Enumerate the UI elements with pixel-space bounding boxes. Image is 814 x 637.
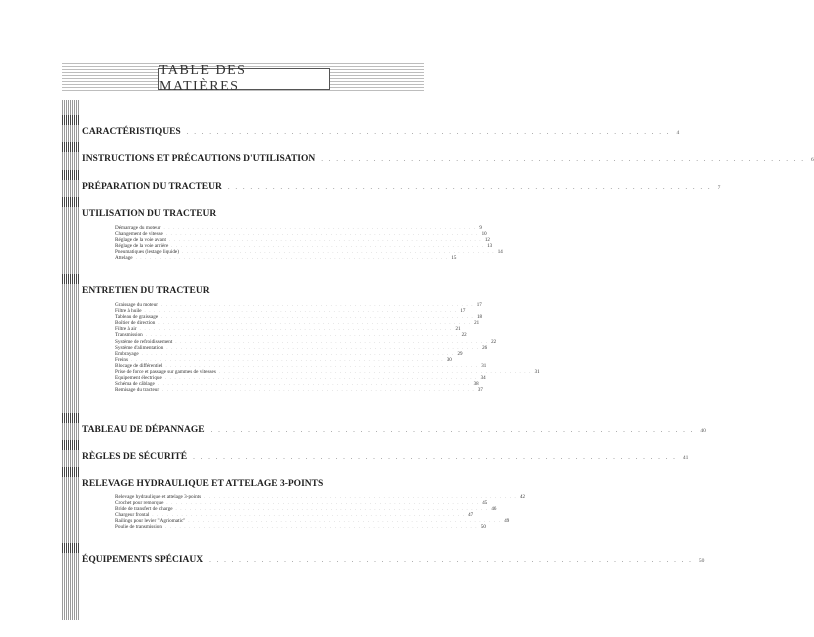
toc-entry: Schéma de câblage . . . . . . . . . . . . . . . . . . . . . . . . . . . . . . . . . . . . . . . . . . . . . . . . . . . . . . . . . . . . . . . . . 38 [115, 381, 479, 388]
toc-entry: Bride de transfert de charge . . . . . . . . . . . . . . . . . . . . . . . . . . . . . . . . . . . . . . . . . . . . . . . . . . . . . . . . . . . . . . . . . 46 [115, 506, 497, 513]
toc-entry: Tableau de graissage . . . . . . . . . . . . . . . . . . . . . . . . . . . . . . . . . . . . . . . . . . . . . . . . . . . . . . . . . . . . . . . . . 18 [115, 314, 482, 321]
section-title: TABLEAU DE DÉPANNAGE [82, 425, 205, 435]
toc-entry: Système de refroidissement . . . . . . . . . . . . . . . . . . . . . . . . . . . . . . . . . . . . . . . . . . . . . . . . . . . . . . . . . . . . . . . . . 22 [115, 338, 497, 345]
page-title: TABLE DES MATIÈRES [158, 68, 330, 90]
toc-entry: Transmission . . . . . . . . . . . . . . . . . . . . . . . . . . . . . . . . . . . . . . . . . . . . . . . . . . . . . . . . . . . . . . . . . 22 [115, 332, 467, 339]
section-title: RELEVAGE HYDRAULIQUE ET ATTELAGE 3-POINTS [82, 479, 324, 489]
toc-entry: Système d'alimentation . . . . . . . . . . . . . . . . . . . . . . . . . . . . . . . . . . . . . . . . . . . . . . . . . . . . . . . . . . . . . . . . . 26 [115, 344, 488, 351]
entries-utilisation [115, 225, 503, 262]
section-page: 7 [717, 185, 721, 191]
section-page: 41 [682, 455, 689, 461]
toc-entry: Blocage de différentiel . . . . . . . . . . . . . . . . . . . . . . . . . . . . . . . . . . . . . . . . . . . . . . . . . . . . . . . . . . . . . . . . . 31 [115, 362, 487, 369]
toc-entry: Prise de force et passage sur gammes de vitesses . . . . . . . . . . . . . . . . . . . . . . . . . . . . . . . . . . . . . . . . . . . . . . . . . . . . . . . . . . . . . . . . . 31 [115, 369, 540, 376]
section-title: PRÉPARATION DU TRACTEUR [82, 182, 222, 192]
section-bar [62, 467, 80, 477]
toc-entry: Graissage du moteur . . . . . . . . . . . . . . . . . . . . . . . . . . . . . . . . . . . . . . . . . . . . . . . . . . . . . . . . . . . . . . . . . 17 [115, 302, 482, 308]
toc-entry: Réglage de la voie avant . . . . . . . . . . . . . . . . . . . . . . . . . . . . . . . . . . . . . . . . . . . . . . . . . . . . . . . . . . . . . . . . . 12 [115, 237, 490, 244]
leader-dots: . . . . . . . . . . . . . . . . . . . . . . . . . . . . . . . . . . . . . . . . . . . . . . . . . . . . . . . . . . . . . . . . . [227, 183, 712, 191]
toc-entry: Boîtier de direction . . . . . . . . . . . . . . . . . . . . . . . . . . . . . . . . . . . . . . . . . . . . . . . . . . . . . . . . . . . . . . . . . 21 [115, 320, 480, 327]
toc-entry: Poulie de transmission . . . . . . . . . . . . . . . . . . . . . . . . . . . . . . . . . . . . . . . . . . . . . . . . . . . . . . . . . . . . . . . . . 50 [115, 524, 486, 531]
leader-dots: . . . . . . . . . . . . . . . . . . . . . . . . . . . . . . . . . . . . . . . . . . . . . . . . . . . . . . . . . . . . . . . . . [209, 556, 693, 564]
section-page: 50 [698, 558, 705, 564]
section-title: RÈGLES DE SÉCURITÉ [82, 452, 188, 462]
toc-entry: Changement de vitesse . . . . . . . . . . . . . . . . . . . . . . . . . . . . . . . . . . . . . . . . . . . . . . . . . . . . . . . . . . . . . . . . . 10 [115, 231, 487, 238]
section-bar [62, 142, 80, 152]
section-bar [62, 413, 80, 423]
entries-entretien [115, 302, 540, 394]
toc-entry: Embrayage . . . . . . . . . . . . . . . . . . . . . . . . . . . . . . . . . . . . . . . . . . . . . . . . . . . . . . . . . . . . . . . . . 29 [115, 350, 463, 357]
section-title: UTILISATION DU TRACTEUR [82, 209, 217, 219]
toc-entry: Crochet pour remorque . . . . . . . . . . . . . . . . . . . . . . . . . . . . . . . . . . . . . . . . . . . . . . . . . . . . . . . . . . . . . . . . . 45 [115, 500, 488, 507]
toc-entry: Remisage du tracteur . . . . . . . . . . . . . . . . . . . . . . . . . . . . . . . . . . . . . . . . . . . . . . . . . . . . . . . . . . . . . . . . . 37 [115, 387, 483, 394]
leader-dots: . . . . . . . . . . . . . . . . . . . . . . . . . . . . . . . . . . . . . . . . . . . . . . . . . . . . . . . . . . . . . . . . . [193, 453, 677, 461]
toc-entry: Pneumatiques (lestage liquide) . . . . . . . . . . . . . . . . . . . . . . . . . . . . . . . . . . . . . . . . . . . . . . . . . . . . . . . . . . . . . . . . . 14 [115, 249, 503, 256]
leader-dots: . . . . . . . . . . . . . . . . . . . . . . . . . . . . . . . . . . . . . . . . . . . . . . . . . . . . . . . . . . . . . . . . . [186, 128, 671, 136]
section-bar [62, 197, 80, 207]
toc-entry: Equipement électrique . . . . . . . . . . . . . . . . . . . . . . . . . . . . . . . . . . . . . . . . . . . . . . . . . . . . . . . . . . . . . . . . . 34 [115, 375, 486, 382]
entries-relevage [115, 494, 525, 531]
section-title: ÉQUIPEMENTS SPÉCIAUX [82, 555, 204, 565]
toc-entry: Filtre à huile . . . . . . . . . . . . . . . . . . . . . . . . . . . . . . . . . . . . . . . . . . . . . . . . . . . . . . . . . . . . . . . . . 17 [115, 308, 466, 315]
section-bar [62, 274, 80, 284]
section-page: 4 [676, 130, 680, 136]
toc-entry: Freins . . . . . . . . . . . . . . . . . . . . . . . . . . . . . . . . . . . . . . . . . . . . . . . . . . . . . . . . . . . . . . . . . 30 [115, 356, 452, 363]
leader-dots: . . . . . . . . . . . . . . . . . . . . . . . . . . . . . . . . . . . . . . . . . . . . . . . . . . . . . . . . . . . . . . . . . [210, 426, 695, 434]
section-bar [62, 440, 80, 450]
section-title: ENTRETIEN DU TRACTEUR [82, 286, 210, 296]
section-bar [62, 170, 80, 180]
section-bar [62, 115, 80, 125]
section-title: CARACTÉRISTIQUES [82, 127, 181, 137]
section-page: 40 [700, 428, 706, 434]
section-bar [62, 543, 80, 553]
leader-dots: . . . . . . . . . . . . . . . . . . . . . . . . . . . . . . . . . . . . . . . . . . . . . . . . . . . . . . . . . . . . . . . . . [321, 155, 806, 163]
toc-entry: Relevage hydraulique et attelage 3-points . . . . . . . . . . . . . . . . . . . . . . . . . . . . . . . . . . . . . . . . . . . . . . . . . . . . . . . . . . . . . . . . . 42 [115, 494, 525, 500]
toc-entry: Chargeur frontal . . . . . . . . . . . . . . . . . . . . . . . . . . . . . . . . . . . . . . . . . . . . . . . . . . . . . . . . . . . . . . . . . 47 [115, 512, 474, 519]
toc-entry: Railings pour levier "Agriomatic" . . . . . . . . . . . . . . . . . . . . . . . . . . . . . . . . . . . . . . . . . . . . . . . . . . . . . . . . . . . . . . . . . 49 [115, 518, 510, 525]
section-title: INSTRUCTIONS ET PRÉCAUTIONS D'UTILISATION [82, 154, 316, 164]
toc-entry: Filtre à air . . . . . . . . . . . . . . . . . . . . . . . . . . . . . . . . . . . . . . . . . . . . . . . . . . . . . . . . . . . . . . . . . 21 [115, 326, 461, 333]
toc-entry: Attelage . . . . . . . . . . . . . . . . . . . . . . . . . . . . . . . . . . . . . . . . . . . . . . . . . . . . . . . . . . . . . . . . . 15 [115, 255, 457, 262]
section-page: 6 [811, 157, 814, 163]
toc-entry: Démarrage du moteur . . . . . . . . . . . . . . . . . . . . . . . . . . . . . . . . . . . . . . . . . . . . . . . . . . . . . . . . . . . . . . . . . 9 [115, 225, 482, 231]
toc-entry: Réglage de la voie arrière . . . . . . . . . . . . . . . . . . . . . . . . . . . . . . . . . . . . . . . . . . . . . . . . . . . . . . . . . . . . . . . . . 13 [115, 243, 493, 250]
